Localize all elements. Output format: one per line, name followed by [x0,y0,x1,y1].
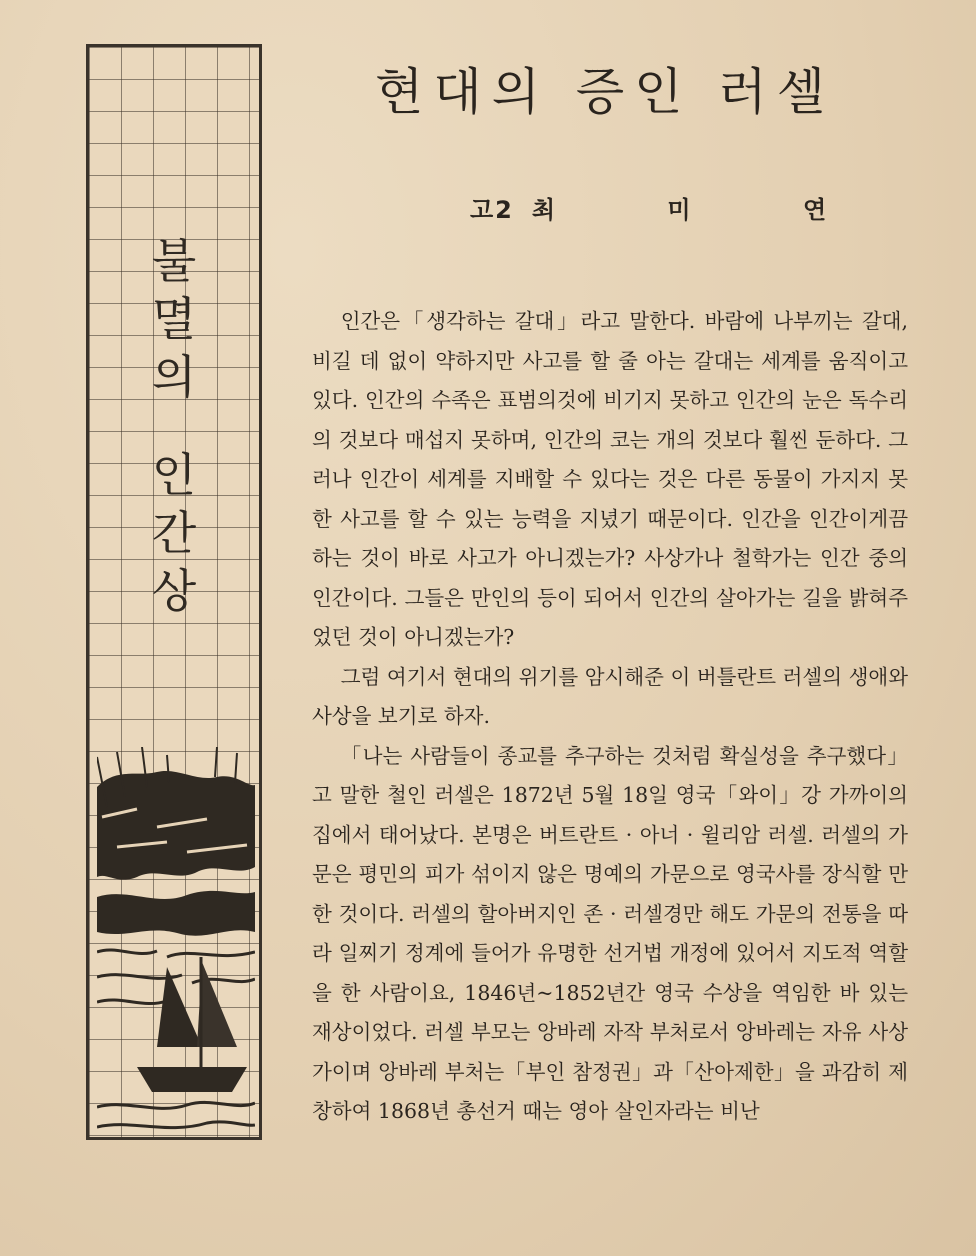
sidebar-title-char: 의 [151,350,197,404]
body-paragraph: 그럼 여기서 현대의 위기를 암시해준 이 버틀란트 러셀의 생애와 사상을 보기로 하자. [312,664,908,728]
sidebar-title-char: 간 [151,506,197,560]
sidebar-title-char: 상 [151,564,197,618]
byline-grade: 고2 [470,196,514,224]
sidebar-panel [86,44,262,1140]
sidebar-title [139,232,209,620]
sidebar-title-gap [139,406,209,446]
byline-author-name: 최 미 연 [531,196,879,224]
article-title: 현대의 증인 러셀 [375,63,835,121]
body-paragraph: 인간은「생각하는 갈대」라고 말한다. 바람에 나부끼는 갈대, 비길 데 없이 약하지만 사고를 할 줄 아는 갈대는 세계를 움직이고 있다. 인간의 수족은 표범의것에 비기지 못하고 인간의 눈은 독수리의 것보다 매섭지 못하며, 인간의 코는 개의 것보다 훨씬 둔하다. 그러나 인간이 세계를 지배할 수 있다는 것은 다른 동물이 가지지 못한 사고를 할 수 있는 능력을 지녔기 때문이다. 인간을 인간이게끔 하는 것이 바로 사고가 아니겠는가? 사상가나 철학가는 인간 중의 인간이다. 그들은 만인의 등이 되어서 인간의 살아가는 길을 밝혀주었던 것이 아니겠는가? [312,309,908,649]
byline [470,190,878,225]
sidebar-title-char: 멸 [151,292,197,346]
article-body [312,302,908,1132]
sidebar-title-char: 불 [151,234,197,288]
sidebar-title-char: 인 [151,448,197,502]
body-paragraph: 「나는 사람들이 종교를 추구하는 것처럼 확실성을 추구했다」고 말한 철인 러셀은 1872년 5월 18일 영국「와이」강 가까이의 집에서 태어났다. 본명은 버트란트 · 아너 · 윌리암 러셀. 러셀의 가문은 평민의 피가 섞이지 않은 명예의 가문으로 영국사를 장식할 만한 것이다. 러셀의 할아버지인 존 · 러셀경만 해도 가문의 전통을 따라 일찌기 정계에 들어가 유명한 선거법 개정에 있어서 지도적 역할을 한 사람이요, 1846년~1852년간 영국 수상을 역임한 바 있는 재상이었다. 러셀 부모는 앙바레 자작 부처로서 앙바레는 자유 사상가이며 앙바레 부처는「부인 참정권」과「산아제한」을 과감히 제창하여 1868년 총선거 때는 영아 살인자라는 비난 [312,743,908,1123]
sailboat-woodcut-illustration [97,747,255,1137]
